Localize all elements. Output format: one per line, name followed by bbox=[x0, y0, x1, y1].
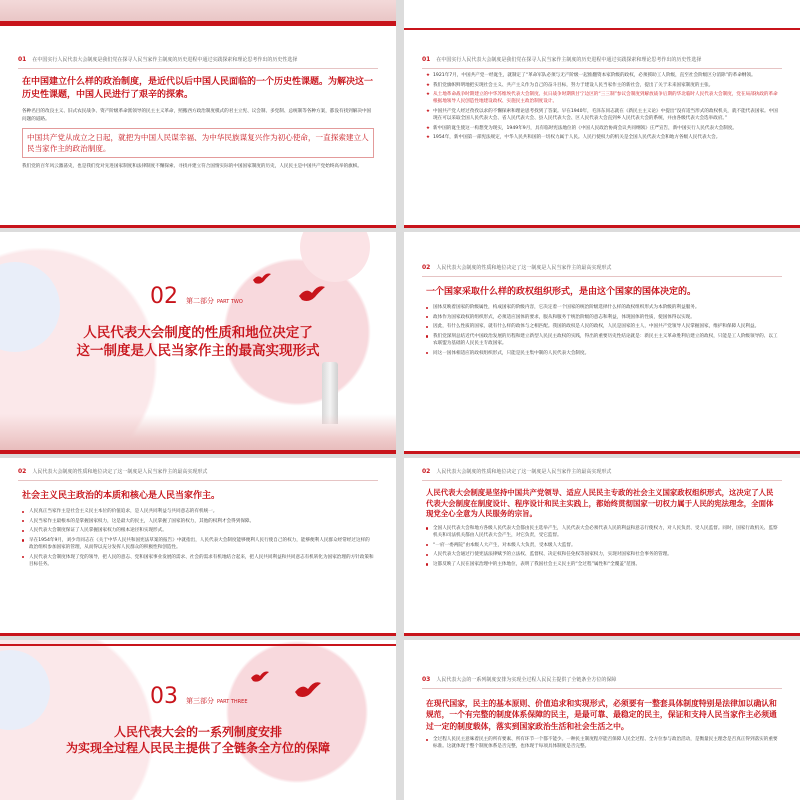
header-text: 在中国实行人民代表大会制度是我们党在探寻人民当家作主制度的历史进程中通过实践探索和理论思考作出的历史性选择 bbox=[436, 57, 702, 63]
list-item: ★ 1954年，新中国第一部宪法规定，中华人民共和国的一切权力属于人民。人民行使权力的机关是全国人民代表大会和地方各级人民代表大会。 bbox=[426, 134, 778, 141]
highlight-box bbox=[22, 128, 374, 158]
slide-body bbox=[22, 76, 374, 220]
list-item: 人民真正当家作主是社会主义民主本位的价值追求，是人民共同利益与共同意志的有机统一。 bbox=[22, 508, 374, 515]
footer-line bbox=[404, 633, 800, 636]
paragraph: 我们党的百年风云激荡史，也是我们党对先进国家制度和法律制度不懈探索、寻找并建立符合国情实际的中国国家制度的历史，人民民主是中国共产党始终高举的旗帜。 bbox=[22, 164, 362, 169]
part-label-en: PART TWO bbox=[217, 299, 243, 305]
slide-body bbox=[426, 488, 778, 628]
section-number: 03 bbox=[150, 684, 178, 709]
slide-8 bbox=[404, 640, 800, 800]
slide-header bbox=[422, 468, 790, 480]
slide-2 bbox=[404, 0, 800, 228]
slide-header bbox=[18, 56, 386, 68]
section-number: 02 bbox=[422, 468, 431, 475]
header-text: 人民代表大会的一系列制度安排为实现全过程人民民主提供了全链条全方位的保障 bbox=[436, 677, 617, 683]
header-divider bbox=[422, 68, 782, 69]
footer-line bbox=[0, 225, 396, 228]
list-item: 国体反映着国家的阶级属性，构成国家的阶级内容，它决定着一个国家的统治阶级选择什么样的政权组织形式为本阶级的利益服务。 bbox=[426, 304, 778, 311]
list-item: 这都反映了人民在国家治理中的主体地位，表明了我国社会主义民主的“全过程”属性和“全覆盖”范围。 bbox=[426, 561, 778, 568]
header-text: 在中国实行人民代表大会制度是我们党在探寻人民当家作主制度的历史进程中通过实践探索和理论思考作出的历史性选择 bbox=[32, 57, 298, 63]
list-item: 我们党深刻总结近代中国政治发展的历程和建立新型人民民主政权的实践，得出的重要历史性结论就是：新民主主义革命胜利后建立的政权，只能是工人阶级领导的、以工农联盟为基础的人民民主专政国家。 bbox=[426, 333, 778, 347]
dove-icon bbox=[298, 284, 326, 304]
section-title bbox=[0, 324, 396, 360]
list-item: ★ 1921年7月，中国共产党一经诞生，就制定了“革命军队必须与无产阶级一起推翻资本家阶级的政权，必须援助工人阶级，直至社会阶级区分消除”的革命纲领。 bbox=[426, 72, 778, 79]
section-title-line-1: 人民代表大会的一系列制度安排 bbox=[113, 725, 282, 739]
section-title-line-1: 人民代表大会制度的性质和地位决定了 bbox=[83, 325, 313, 341]
star-list bbox=[426, 72, 778, 142]
section-number: 01 bbox=[422, 56, 431, 63]
slide-4 bbox=[404, 232, 800, 454]
dove-icon bbox=[252, 272, 272, 286]
slide-1 bbox=[0, 0, 396, 228]
headline: 在现代国家，民主的基本原则、价值追求和实现形式，必须要有一整套具体制度特别是法律加以确认和规范，一个有完整的制度体系保障的民主，是最可靠、最稳定的民主，保证和支持人民当家作主必须通过一定的制度载体，落实到国家政治生活和社会生活之中。 bbox=[426, 699, 777, 731]
slide-body bbox=[22, 490, 374, 628]
slide-5 bbox=[0, 458, 396, 636]
top-red-line bbox=[404, 28, 800, 30]
section-number: 01 bbox=[18, 56, 27, 63]
list-item: 政体作为国家政权的组织形式，必须适应国体的要求，服从和服务于统治阶级的意志和利益，体现国体的性质，使国体得以实现。 bbox=[426, 314, 778, 321]
list-item: 全过程人民民主意味着民主的所有要素、所有环节一个都不能少。一种民主制度程序能否保障人民全过程、全方位参与政治活动，是衡量民主理念是否真正得到落实的重要标准。这就体现于整个制度体系是否完整，也体现于每项具体制度是否完整。 bbox=[426, 736, 778, 750]
slide-3-section bbox=[0, 232, 396, 454]
list-item: 全国人民代表大会和地方各级人民代表大会都由民主选举产生，人民代表大会必须代表人民的利益和意志行使权力，对人民负责、受人民监督。同时，国家行政机关、监察机关和司法机关都由人民代表大会产生，对它负责，受它监督。 bbox=[426, 525, 778, 539]
header-text: 人民代表大会制度的性质和地位决定了这一制度是人民当家作主的最高实现形式 bbox=[436, 469, 612, 475]
list-item: 早在1954年9月，刘少奇同志在《关于中华人民共和国宪法草案的报告》中就指出，人民代表大会制度能够便利人民行使自己的权力，能够便利人民群众经常经过这样的政治组织参加国家的管理，从而得以充分发挥人民群众的积极性和创造性。 bbox=[22, 537, 374, 551]
header-divider bbox=[18, 480, 378, 481]
slide-header bbox=[18, 468, 386, 480]
part-label: 第三部分 bbox=[186, 697, 214, 705]
section-subtitle bbox=[186, 296, 243, 306]
section-subtitle bbox=[186, 696, 247, 706]
headline: 社会主义民主政治的本质和核心是人民当家作主。 bbox=[22, 491, 221, 501]
top-red-line bbox=[0, 644, 396, 646]
section-title bbox=[0, 724, 396, 756]
part-label-en: PART THREE bbox=[217, 699, 248, 705]
bullet-list bbox=[22, 508, 374, 568]
part-label: 第二部分 bbox=[186, 297, 214, 305]
footer-line bbox=[404, 451, 800, 454]
slide-header bbox=[422, 676, 790, 688]
header-text: 人民代表大会制度的性质和地位决定了这一制度是人民当家作主的最高实现形式 bbox=[32, 469, 208, 475]
bullet-list bbox=[426, 525, 778, 568]
list-item: ★ 中国共产党人经过孜孜以求的不懈探索和理论思考找到了答案。早在1940年，毛泽东同志就在《新民主主义论》中提出“没有适当形式的政权机关，就不能代表国家。中国现在可以采取全国人民代表大会、省人民代表大会、县人民代表大会、区人民代表大会直到乡人民代表大会的系统，并由各级代表大会选举政府。” bbox=[426, 108, 778, 122]
section-number: 02 bbox=[422, 264, 431, 271]
headline: 在中国建立什么样的政治制度，是近代以后中国人民面临的一个历史性课题。为解决这一历史性课题，中国人民进行了艰辛的探索。 bbox=[22, 77, 374, 100]
slide-body bbox=[426, 698, 778, 792]
list-item: ★ 新中国的诞生使这一构想变为现实，1949年9月，具有临时宪法地位的《中国人民政治协商会议共同纲领》庄严宣告，新中国实行人民代表大会制度。 bbox=[426, 125, 778, 132]
bullet-list bbox=[426, 736, 778, 750]
section-title-line-2: 为实现全过程人民民主提供了全链条全方位的保障 bbox=[65, 741, 330, 755]
highlight-text: 中国共产党从成立之日起，就把为中国人民谋幸福、为中华民族谋复兴作为初心使命，一直探索建立人民当家作主的政治制度。 bbox=[27, 133, 369, 153]
paragraph: 各种名目的改良主义、旧式农民战争、资产阶级革命派领导的民主主义革命，照搬西方政治制度模式的君主立宪、议会制、多党制、总统制等各种方案，都没有找到解决中国问题的道路。 bbox=[22, 109, 372, 122]
section-number: 03 bbox=[422, 676, 431, 683]
footer-line bbox=[0, 633, 396, 636]
dove-icon bbox=[294, 680, 322, 700]
list-item: 人民当家作主最根本的是掌握国家权力，这是最大的民主，人民掌握了国家的权力，其他的权利才会得到保障。 bbox=[22, 518, 374, 525]
slide-body bbox=[426, 286, 778, 446]
slide-6 bbox=[404, 458, 800, 636]
list-item: 同这一国体相适应的政权组织形式，只能是民主集中制的人民代表大会制度。 bbox=[426, 350, 778, 357]
headline: 一个国家采取什么样的政权组织形式，是由这个国家的国体决定的。 bbox=[426, 287, 697, 297]
header-divider bbox=[422, 276, 782, 277]
list-item: 人民代表大会通过行使宪法法律赋予的立法权、监督权、决定权和任免权等国家权力，实现对国家和社会事务的管理。 bbox=[426, 551, 778, 558]
list-item: 因此，有什么性质的国家，就有什么样的政体与之相匹配。我国的政权是人民的政权，人民是国家的主人，中国共产党领导人民掌握国家，维护和保障人民利益。 bbox=[426, 323, 778, 330]
slide-header bbox=[422, 56, 790, 68]
list-item: 人民代表大会制度体现了党的领导，把人民的意志、党和国家事业发展的需求、社会的需求有机地结合起来，把人民共同利益和共同意志有机转化为国家治理的方针政策和目标任务。 bbox=[22, 554, 374, 568]
header-divider bbox=[422, 688, 782, 689]
list-item: ★ 从土地革命战争时期建立的中华苏维埃代表大会制度、抗日战争时期陕甘宁边区的“三三制”参议会制度到解放战争后期的华北临时人民代表大会制度，党在局部执政的革命根据地领导人民创造性地建设政权、实施民主政治制度设计。 bbox=[426, 91, 778, 105]
dove-icon bbox=[250, 670, 270, 684]
headline: 人民代表大会制度是坚持中国共产党领导、适应人民民主专政的社会主义国家政权组织形式，这决定了人民代表大会制度在制度设计、程序设计和民主实践上，都始终贯彻国家一切权力属于人民的宪法理念，全面体现党全心全意为人民服务的宗旨。 bbox=[426, 488, 774, 519]
slide-body bbox=[426, 72, 778, 220]
footer-building-banner bbox=[0, 414, 396, 454]
slide-7-section bbox=[0, 640, 396, 800]
list-item: “一府一委两院”由本级人大产生，对本级人大负责，受本级人大监督。 bbox=[426, 542, 778, 549]
list-item: 人民代表大会制度保证了人民掌握国家权力的根本途径和实现形式。 bbox=[22, 527, 374, 534]
section-number: 02 bbox=[18, 468, 27, 475]
bullet-list bbox=[426, 304, 778, 357]
header-text: 人民代表大会制度的性质和地位决定了这一制度是人民当家作主的最高实现形式 bbox=[436, 265, 612, 271]
list-item: ★ 我们党旗帜鲜明地把实现社会主义、共产主义作为自己的奋斗目标，努力于建设人民当家作主的新社会，提出了关于未来国家制度的主张。 bbox=[426, 82, 778, 89]
section-background bbox=[0, 640, 396, 800]
slide-header bbox=[422, 264, 790, 276]
section-number: 02 bbox=[150, 284, 178, 309]
header-building-banner bbox=[0, 0, 396, 26]
header-divider bbox=[18, 68, 378, 69]
header-divider bbox=[422, 480, 782, 481]
section-title-line-2: 这一制度是人民当家作主的最高实现形式 bbox=[76, 343, 320, 359]
footer-line bbox=[404, 225, 800, 228]
